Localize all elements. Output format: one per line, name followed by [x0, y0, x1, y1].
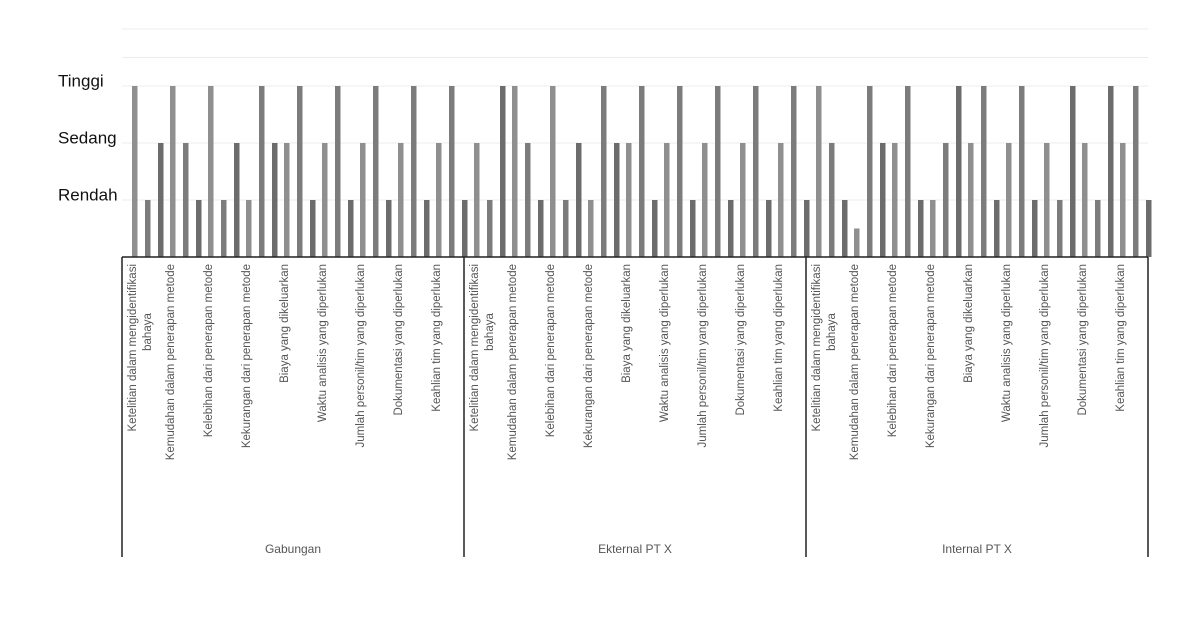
- bars: [132, 86, 1152, 257]
- bar: [1133, 86, 1139, 257]
- bar: [221, 200, 227, 257]
- group-label: Internal PT X: [942, 542, 1012, 556]
- bar: [525, 143, 531, 257]
- bar: [550, 86, 556, 257]
- bar: [576, 143, 582, 257]
- bar: [601, 86, 607, 257]
- bar: [690, 200, 696, 257]
- category-label: Keahlian tim yang diperlukan: [773, 264, 785, 412]
- bar: [702, 143, 708, 257]
- bar: [246, 200, 252, 257]
- bar: [411, 86, 417, 257]
- category-label: Kemudahan dalam penerapan metode: [507, 264, 519, 461]
- bar: [158, 143, 164, 257]
- bar: [1006, 143, 1012, 257]
- bar: [994, 200, 1000, 257]
- category-label: Kemudahan dalam penerapan metode: [165, 264, 177, 461]
- category-label: Biaya yang dikeluarkan: [279, 264, 291, 383]
- bar: [816, 86, 822, 257]
- bar: [145, 200, 151, 257]
- bar: [1120, 143, 1126, 257]
- bar: [284, 143, 290, 257]
- category-label: Dokumentasi yang diperlukan: [735, 264, 747, 416]
- bar: [905, 86, 911, 257]
- category-label: Waktu analisis yang diperlukan: [659, 264, 671, 423]
- bar: [449, 86, 455, 257]
- bar: [1082, 143, 1088, 257]
- bar: [132, 86, 138, 257]
- bar: [943, 143, 949, 257]
- bar: [804, 200, 810, 257]
- bar: [183, 143, 189, 257]
- bar: [170, 86, 176, 257]
- bar: [626, 143, 632, 257]
- category-label: Kelebihan dari penerapan metode: [545, 264, 557, 438]
- bar: [715, 86, 721, 257]
- bar: [424, 200, 430, 257]
- bar: [956, 86, 962, 257]
- category-label: Kekurangan dari penerapan metode: [925, 264, 937, 449]
- bar: [322, 143, 328, 257]
- bar: [639, 86, 645, 257]
- bar: [968, 143, 974, 257]
- category-label: Jumlah personil/tim yang diperlukan: [1039, 264, 1051, 448]
- bar: [512, 86, 518, 257]
- bar: [1070, 86, 1076, 257]
- bar: [652, 200, 658, 257]
- bar: [791, 86, 797, 257]
- bar: [386, 200, 392, 257]
- bar: [335, 86, 341, 257]
- bar: [918, 200, 924, 257]
- bar: [766, 200, 772, 257]
- bar: [588, 200, 594, 257]
- category-label: Kekurangan dari penerapan metode: [583, 264, 595, 449]
- y-level-label: Rendah: [58, 185, 118, 205]
- category-label: Jumlah personil/tim yang diperlukan: [355, 264, 367, 448]
- bar: [462, 200, 468, 257]
- bar: [1019, 86, 1025, 257]
- category-label: Ketelitian dalam mengidentifikasi bahaya: [469, 264, 496, 432]
- bar: [664, 143, 670, 257]
- bar: [297, 86, 303, 257]
- bar: [487, 200, 493, 257]
- bar: [272, 143, 278, 257]
- bar: [740, 143, 746, 257]
- category-label: Keahlian tim yang diperlukan: [1115, 264, 1127, 412]
- y-level-label: Tinggi: [58, 71, 104, 91]
- category-label: Dokumentasi yang diperlukan: [1077, 264, 1089, 416]
- bar: [854, 229, 860, 258]
- bar: [208, 86, 214, 257]
- bar: [842, 200, 848, 257]
- bar: [829, 143, 835, 257]
- category-label: Biaya yang dikeluarkan: [963, 264, 975, 383]
- group-label: Gabungan: [264, 542, 322, 556]
- category-label: Waktu analisis yang diperlukan: [317, 264, 329, 423]
- bar: [1095, 200, 1101, 257]
- bar: [614, 143, 620, 257]
- y-axis-labels: [58, 71, 118, 204]
- category-label: Ketelitian dalam mengidentifikasi bahaya: [811, 264, 838, 432]
- bar: [880, 143, 886, 257]
- bar: [500, 86, 506, 257]
- category-label: Kelebihan dari penerapan metode: [887, 264, 899, 438]
- bar: [398, 143, 404, 257]
- bar: [728, 200, 734, 257]
- bar: [1032, 200, 1038, 257]
- category-label: Ketelitian dalam mengidentifikasi bahaya: [127, 264, 154, 432]
- category-labels: [127, 264, 1127, 460]
- bar: [677, 86, 683, 257]
- category-label: Biaya yang dikeluarkan: [621, 264, 633, 383]
- bar: [753, 86, 759, 257]
- bar: [1146, 200, 1152, 257]
- bar: [234, 143, 240, 257]
- bar: [436, 143, 442, 257]
- bar: [778, 143, 784, 257]
- bar: [1057, 200, 1063, 257]
- group-labels: [265, 542, 1012, 556]
- bar: [310, 200, 316, 257]
- y-level-label: Sedang: [58, 128, 117, 148]
- bar: [474, 143, 480, 257]
- bar: [1108, 86, 1114, 257]
- bar: [538, 200, 544, 257]
- bar: [373, 86, 379, 257]
- bar: [867, 86, 873, 257]
- bar: [360, 143, 366, 257]
- bar: [259, 86, 265, 257]
- bar: [981, 86, 987, 257]
- category-label: Kekurangan dari penerapan metode: [241, 264, 253, 449]
- category-label: Dokumentasi yang diperlukan: [393, 264, 405, 416]
- bar: [563, 200, 569, 257]
- category-label: Keahlian tim yang diperlukan: [431, 264, 443, 412]
- bar: [930, 200, 936, 257]
- bar: [892, 143, 898, 257]
- category-label: Kelebihan dari penerapan metode: [203, 264, 215, 438]
- bar: [1044, 143, 1050, 257]
- bar: [196, 200, 202, 257]
- category-label: Waktu analisis yang diperlukan: [1001, 264, 1013, 423]
- category-axis: [122, 257, 1148, 557]
- category-label: Kemudahan dalam penerapan metode: [849, 264, 861, 461]
- category-label: Jumlah personil/tim yang diperlukan: [697, 264, 709, 448]
- bar: [348, 200, 354, 257]
- group-label: Ekternal PT X: [598, 542, 672, 556]
